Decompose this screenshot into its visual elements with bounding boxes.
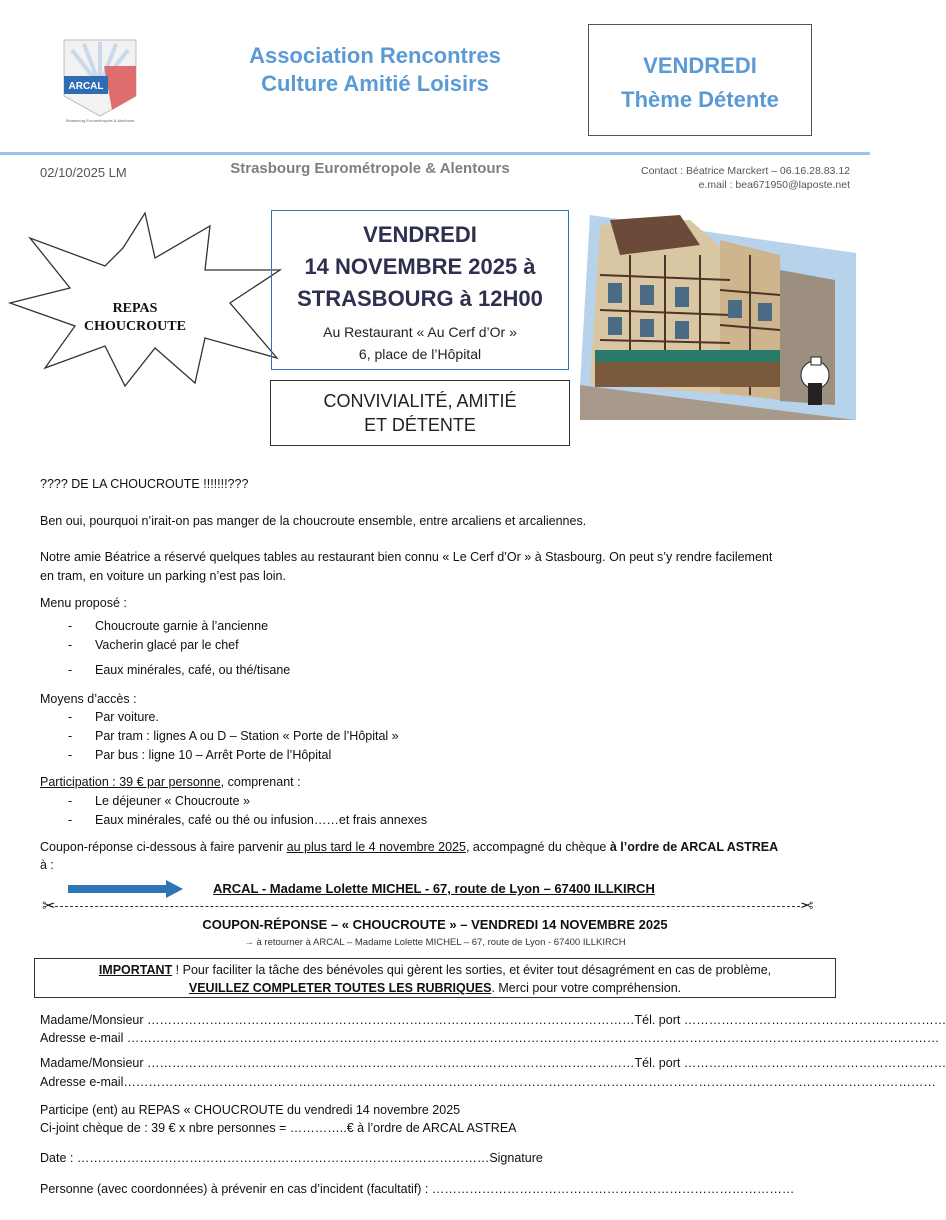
event-restaurant: Au Restaurant « Au Cerf d’Or » <box>323 324 517 340</box>
important-text: ! Pour faciliter la tâche des bénévoles qui gèrent les sorties, et éviter tout désagrément en cas de problème, <box>172 963 772 977</box>
field-person1[interactable]: Madame/Monsieur ………………………………………………………………………………………………………Tél. port ……………………………………………………… <box>40 1013 946 1027</box>
event-address: 6, place de l’Hôpital <box>358 346 482 362</box>
participation-line <box>40 773 301 791</box>
region-label: Strasbourg Eurométropole & Alentours <box>230 160 510 177</box>
theme-box <box>588 24 812 136</box>
access-item: Par tram : lignes A ou D – Station « Porte de l’Hôpital » <box>95 729 399 743</box>
coupon-return-line: → à retourner à ARCAL – Madame Lolette MICHEL – 67, route de Lyon - 67400 ILLKIRCH <box>244 937 626 948</box>
menu-item: Eaux minérales, café, ou thé/tisane <box>95 663 291 677</box>
date-signature-field[interactable]: Date : ………………………………………………………………………………………Signature <box>40 1151 543 1165</box>
event-place-time: STRASBOURG à 12H00 <box>297 286 543 311</box>
menu-item: Choucroute garnie à l’ancienne <box>95 619 269 633</box>
emergency-contact-field[interactable]: Personne (avec coordonnées) à prévenir en cas d’incident (facultatif) : …………………………………………………………………………… <box>40 1182 795 1196</box>
contact-phone: Contact : Béatrice Marckert – 06.16.28.83.12 <box>641 165 850 177</box>
coupon-intro-e: à : <box>40 858 54 872</box>
event-date: 14 NOVEMBRE 2025 à <box>304 254 536 279</box>
conviviality-line1: CONVIVIALITÉ, AMITIÉ <box>323 391 517 411</box>
field-email2[interactable]: Adresse e-mail…………………………………………………………………………………………………………………………………………………………………………… <box>40 1075 936 1089</box>
event-box <box>271 210 569 370</box>
header-divider <box>0 152 870 155</box>
star-line1: REPAS <box>112 301 158 316</box>
conviviality-line2: ET DÉTENTE <box>364 415 476 435</box>
participation-statement: Participe (ent) au REPAS « CHOUCROUTE du vendredi 14 novembre 2025 <box>40 1103 461 1117</box>
coupon-title: COUPON-RÉPONSE – « CHOUCROUTE » – VENDREDI 14 NOVEMBRE 2025 <box>202 917 668 932</box>
access-item: Par voiture. <box>95 710 159 724</box>
para1-line2: en tram, en voiture un parking n’est pas loin. <box>40 569 286 583</box>
scissors-icon: ✂ <box>800 898 814 915</box>
participation-item: Eaux minérales, café ou thé ou infusion……et frais annexes <box>95 813 428 827</box>
send-address: ARCAL - Madame Lolette MICHEL - 67, route de Lyon – 67400 ILLKIRCH <box>213 881 655 896</box>
participation-item: Le déjeuner « Choucroute » <box>95 794 250 808</box>
important-label: IMPORTANT <box>98 963 173 977</box>
star-label <box>60 300 210 336</box>
participation-label: Participation : 39 € par personne <box>40 775 221 789</box>
cheque-field[interactable]: Ci-joint chèque de : 39 € x nbre personnes = …………..€ à l’ordre de ARCAL ASTREA <box>40 1121 517 1135</box>
scissors-icon: ✂ <box>42 898 56 915</box>
logo-text: ARCAL <box>68 81 104 92</box>
access-list: - Par voiture. - Par tram : lignes A ou D – Station « Porte de l’Hôpital » - Par bus : ligne 10 – Arrêt Porte de l’Hôpital <box>68 710 399 762</box>
star-line2: CHOUCROUTE <box>84 319 186 334</box>
assoc-line2: Culture Amitié Loisirs <box>261 71 489 96</box>
field-email1[interactable]: Adresse e-mail …………………………………………………………………………………………………………………………………………………………………………… <box>40 1031 940 1045</box>
coupon-intro-a: Coupon-réponse ci-dessous à faire parvenir <box>40 840 287 854</box>
menu-list: - Choucroute garnie à l’ancienne - Vacherin glacé par le chef - Eaux minérales, café, ou thé/tisane <box>68 619 291 677</box>
assoc-line1: Association Rencontres <box>249 43 501 68</box>
restaurant-photo <box>580 215 856 420</box>
cut-line <box>50 906 800 907</box>
contact-email: e.mail : bea671950@laposte.net <box>698 179 850 191</box>
participation-rest: , comprenant : <box>220 775 301 789</box>
intro-text: Ben oui, pourquoi n’irait-on pas manger de la choucroute ensemble, entre arcaliens et arcaliennes. <box>40 514 587 528</box>
arcal-logo <box>60 36 140 124</box>
theme-day: VENDREDI <box>643 53 757 78</box>
coupon-intro-c: , accompagné du chèque <box>465 840 610 854</box>
association-name <box>205 42 545 98</box>
cheque-payee: à l’ordre de ARCAL ASTREA <box>609 840 779 854</box>
access-item: Par bus : ligne 10 – Arrêt Porte de l’Hôpital <box>95 748 332 762</box>
access-title: Moyens d’accès : <box>40 692 137 706</box>
para1-line1: Notre amie Béatrice a réservé quelques tables au restaurant bien connu « Le Cerf d’Or » à Stasbourg. On peut s’y rendre facilement <box>40 550 773 564</box>
deadline: au plus tard le 4 novembre 2025 <box>286 840 466 854</box>
theme-label: Thème Détente <box>621 87 779 112</box>
menu-title: Menu proposé : <box>40 596 127 610</box>
logo-subtext: Strasbourg Eurométropole & Alentours <box>65 118 135 123</box>
conviviality-box <box>270 380 570 446</box>
field-person2[interactable]: Madame/Monsieur ………………………………………………………………………………………………………Tél. port ……………………………………………………… <box>40 1056 946 1070</box>
starburst-shape <box>5 208 290 388</box>
important-box <box>34 958 836 998</box>
document-date: 02/10/2025 LM <box>40 165 127 180</box>
important-bold: VEUILLEZ COMPLETER TOUTES LES RUBRIQUES <box>188 981 492 995</box>
event-day: VENDREDI <box>363 222 477 247</box>
important-end: . Merci pour votre compréhension. <box>491 981 682 995</box>
coupon-instruction <box>40 838 840 874</box>
menu-item: Vacherin glacé par le chef <box>95 638 239 652</box>
arrow-right-icon <box>68 880 183 898</box>
choucroute-heading: ???? DE LA CHOUCROUTE !!!!!!!??? <box>40 477 249 491</box>
contact-info <box>560 164 850 192</box>
participation-list: - Le déjeuner « Choucroute » - Eaux minérales, café ou thé ou infusion……et frais annexes <box>68 794 428 827</box>
